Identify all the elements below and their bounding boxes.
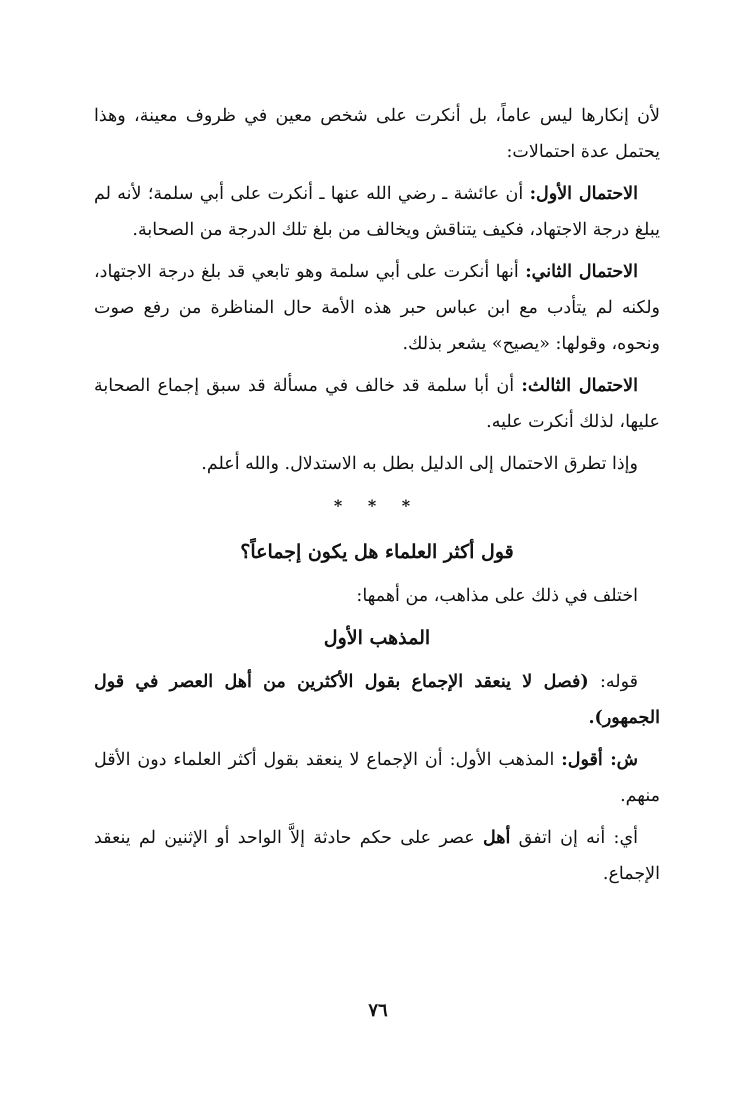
page-body — [94, 98, 660, 898]
paragraph-third-possibility — [94, 368, 660, 440]
commentary-label: ش: — [610, 750, 639, 770]
section-separator: * * * — [333, 496, 421, 515]
possibility-label: الاحتمال الثالث: — [521, 376, 639, 396]
paragraph-text: لأن إنكارها ليس عاماً، بل أنكرت على شخص معين في ظروف معينة، وهذا يحتمل عدة احتمالات: — [94, 106, 660, 162]
emphasis-text: أهل — [482, 828, 511, 848]
possibility-label: الاحتمال الثاني: — [525, 262, 639, 282]
paragraph-text: أن أبا سلمة قد خالف في مسألة قد سبق إجماع الصحابة عليها، لذلك أنكرت عليه. — [94, 376, 660, 432]
paragraph-text: أي: أنه إن اتفق — [510, 828, 639, 848]
paragraph-quote — [94, 664, 660, 736]
page-number: ٧٦ — [368, 1000, 388, 1021]
paragraph-conclusion — [94, 446, 660, 482]
paragraph-text: عصر على حكم حادثة إلاَّ الواحد أو الإثنين لم ينعقد الإجماع. — [94, 828, 660, 884]
paragraph-text: اختلف في ذلك على مذاهب، من أهمها: — [356, 586, 638, 606]
section-heading: قول أكثر العلماء هل يكون إجماعاً؟ — [240, 541, 514, 563]
paragraph-text: وإذا تطرق الاحتمال إلى الدليل بطل به الاستدلال. والله أعلم. — [201, 454, 638, 474]
paragraph-section-intro — [94, 578, 660, 614]
paragraph-first-possibility — [94, 176, 660, 248]
paragraph-intro — [94, 98, 660, 170]
paragraph-commentary — [94, 742, 660, 814]
subheading: المذهب الأول — [323, 627, 431, 649]
possibility-label: الاحتمال الأول: — [529, 184, 638, 204]
quote-label: قوله: — [599, 672, 638, 692]
commentary-label-2: أقول: — [561, 750, 611, 770]
paragraph-explanation — [94, 820, 660, 892]
paragraph-text: أن عائشة ـ رضي الله عنها ـ أنكرت على أبي سلمة؛ لأنه لم يبلغ درجة الاجتهاد، فكيف يتناقش ويخالف من بلغ تلك الدرجة من الصحابة. — [94, 184, 660, 240]
paragraph-text: أنها أنكرت على أبي سلمة وهو تابعي قد بلغ درجة الاجتهاد، ولكنه لم يتأدب مع ابن عباس حبر هذه الأمة حال المناظرة من رفع صوت ونحوه، وقولها: «يصيح» يشعر بذلك. — [94, 262, 660, 354]
paragraph-second-possibility — [94, 254, 660, 362]
quote-text: (فصل لا ينعقد الإجماع بقول الأكثرين من أهل العصر في قول الجمهور). — [94, 672, 660, 728]
paragraph-text: المذهب الأول: أن الإجماع لا ينعقد بقول أكثر العلماء دون الأقل منهم. — [94, 750, 660, 806]
